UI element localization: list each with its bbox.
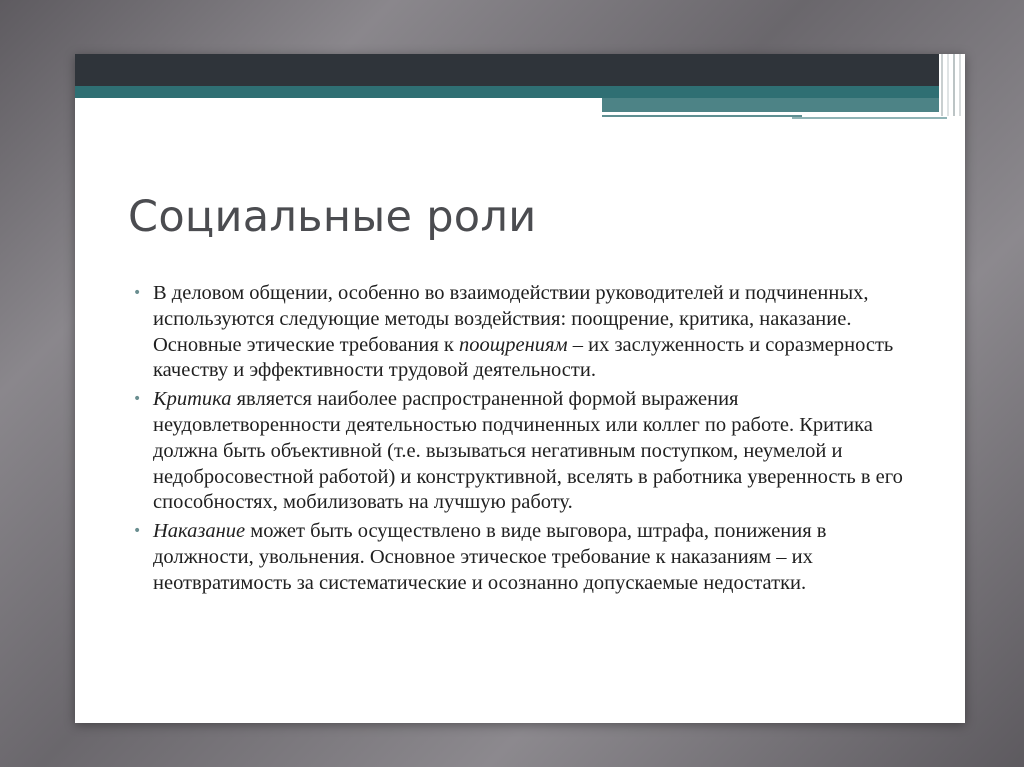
bullet-emphasis: Критика bbox=[153, 388, 232, 411]
bullet-icon: • bbox=[133, 285, 142, 301]
slide-header-bar bbox=[75, 54, 939, 86]
decorative-line bbox=[959, 54, 961, 116]
teal-accent-band bbox=[75, 86, 939, 98]
bullet-item bbox=[133, 281, 913, 384]
bullet-text: – их заслуженность и соразмерность качеству и эффективности трудовой деятельности. bbox=[153, 333, 894, 382]
accent-stripe bbox=[602, 115, 802, 117]
decorative-line bbox=[941, 54, 943, 116]
bullet-icon: • bbox=[133, 391, 142, 408]
bullet-text: В деловом общении, особенно во взаимодействии руководителей и подчиненных, используются следующие методы воздействия: поощрение, критика, наказание. Основные этические требования к bbox=[153, 282, 869, 356]
decorative-line bbox=[947, 54, 949, 116]
bullet-item bbox=[133, 387, 913, 516]
bullet-text: может быть осуществлено в виде выговора, штрафа, понижения в должности, увольнения. Основное этическое требование к наказаниям – их неотвратимость за систематические и осознанно допускаемые недостатки. bbox=[153, 520, 827, 594]
accent-stripe bbox=[792, 117, 947, 119]
slide bbox=[75, 54, 965, 723]
bullet-item bbox=[133, 519, 913, 596]
bullet-text: является наиболее распространенной формой выражения неудовлетворенности деятельностью подчиненных или коллег по работе. Критика должна быть объективной (т.е. вызываться негативным поступком, неумелой и недобросовестной работой) и конструктивной, вселять в работника уверенность в его способностях, мобилизовать на лучшую работу. bbox=[153, 388, 903, 514]
decorative-line bbox=[953, 54, 955, 116]
bullet-emphasis: Наказание bbox=[153, 520, 246, 543]
bullet-emphasis: поощрениям bbox=[459, 333, 568, 356]
bullet-list bbox=[133, 281, 913, 600]
teal-accent-band-lower bbox=[602, 98, 939, 112]
slide-title: Социальные роли bbox=[128, 192, 537, 242]
bullet-icon: • bbox=[133, 523, 142, 540]
